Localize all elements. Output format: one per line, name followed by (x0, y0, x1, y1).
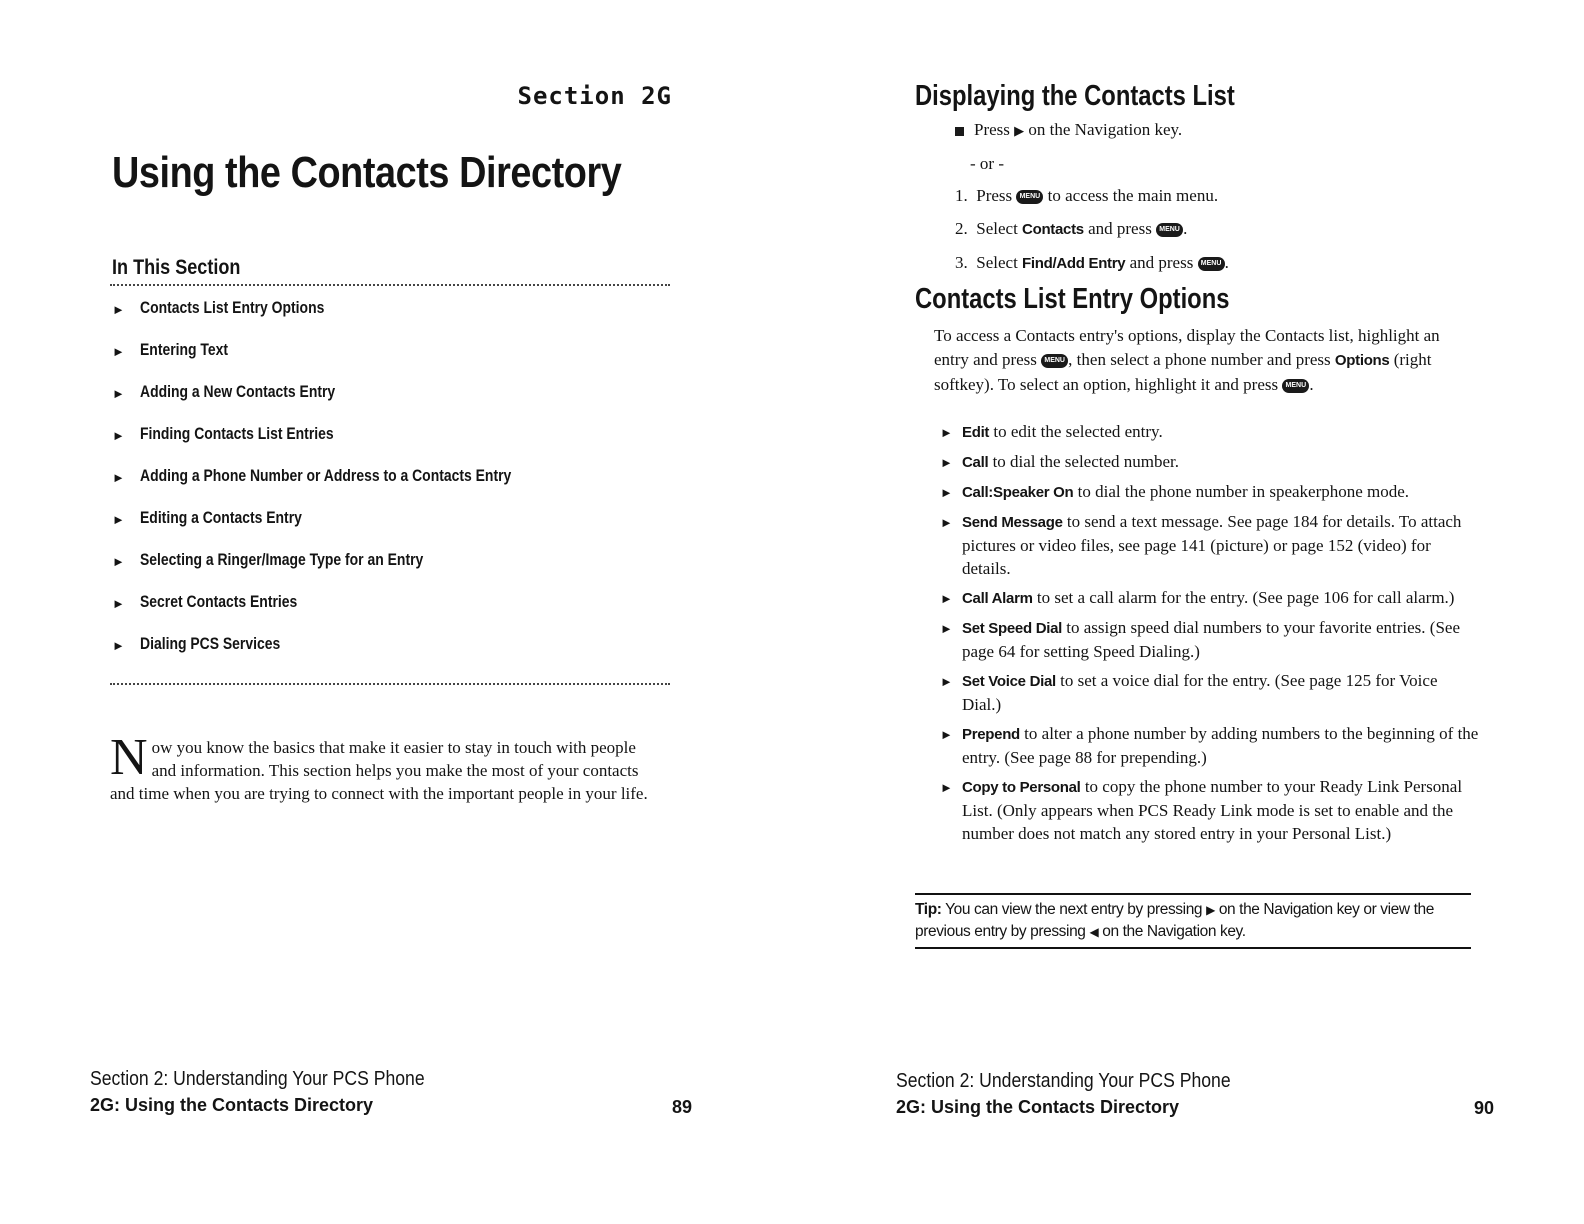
toc-item-label: Dialing PCS Services (140, 634, 281, 653)
option-edit: ► Edit to edit the selected entry. (940, 420, 1480, 444)
toc-item-label: Contacts List Entry Options (140, 298, 325, 317)
drop-cap: N (110, 729, 148, 786)
toc-item[interactable] (112, 466, 593, 508)
menu-ok-key-icon: MENU (1282, 379, 1309, 393)
bullet-arrow-icon: ► (112, 428, 125, 443)
option-call: ► Call to dial the selected number. (940, 450, 1480, 474)
step-3: 3. Select Find/Add Entry and press MENU . (955, 253, 1229, 272)
footer-chapter: 2G: Using the Contacts Directory (896, 1097, 1180, 1117)
or-separator: - or - (970, 154, 1004, 173)
toc-item[interactable] (112, 298, 593, 340)
menu-ok-key-icon: MENU (1156, 223, 1183, 237)
bullet-arrow-icon: ► (940, 425, 953, 440)
tip-box (915, 893, 1471, 949)
menu-ok-key-icon: MENU (1016, 190, 1043, 204)
heading-entry-options: Contacts List Entry Options (915, 283, 1230, 315)
toc-item-label: Selecting a Ringer/Image Type for an Entry (140, 550, 424, 569)
right-page (790, 0, 1584, 1224)
bullet-arrow-icon: ► (940, 727, 953, 742)
chapter-title: Using the Contacts Directory (112, 148, 622, 197)
bullet-arrow-icon: ► (112, 554, 125, 569)
menu-ok-key-icon: MENU (1041, 354, 1068, 368)
intro-paragraph (110, 729, 655, 805)
bullet-arrow-icon: ► (940, 674, 953, 689)
toc-item-label: Editing a Contacts Entry (140, 508, 302, 527)
bullet-arrow-icon: ► (940, 621, 953, 636)
bullet-arrow-icon: ► (112, 302, 125, 317)
footer-section: Section 2: Understanding Your PCS Phone (90, 1068, 425, 1090)
bullet-arrow-icon: ► (940, 515, 953, 530)
toc-list (112, 298, 593, 676)
heading-displaying-contacts: Displaying the Contacts List (915, 80, 1235, 112)
step-2: 2. Select Contacts and press MENU . (955, 219, 1188, 238)
square-bullet-icon (955, 127, 964, 136)
press-nav-bullet: Press ▶ on the Navigation key. (955, 120, 1182, 140)
toc-item[interactable] (112, 382, 593, 424)
option-copy-to-personal: ► Copy to Personal to copy the phone number to your Ready Link Personal List. (Only appears when PCS Ready Link mode is set to enable and the number does not match any stored entry in your Personal List.) (940, 777, 1463, 843)
option-call-alarm: ► Call Alarm to set a call alarm for the entry. (See page 106 for call alarm.) (940, 586, 1480, 610)
left-page (0, 0, 790, 1224)
bullet-arrow-icon: ► (940, 485, 953, 500)
toc-item-label: Secret Contacts Entries (140, 592, 298, 611)
option-set-speed-dial: ► Set Speed Dial to assign speed dial numbers to your favorite entries. (See page 64 for setting Speed Dialing.) (940, 618, 1460, 661)
option-send-message: ► Send Message to send a text message. See page 184 for details. To attach pictures or video files, see page 141 (picture) or page 152 (video) for details. (940, 512, 1462, 578)
toc-item[interactable] (112, 508, 593, 550)
right-arrow-icon: ▶ (1206, 903, 1215, 917)
toc-item[interactable] (112, 340, 593, 382)
bullet-arrow-icon: ► (112, 386, 125, 401)
toc-item-label: Finding Contacts List Entries (140, 424, 334, 443)
page-number: 90 (1474, 1098, 1495, 1118)
divider-top (110, 284, 670, 286)
toc-item[interactable] (112, 634, 593, 676)
menu-ok-key-icon: MENU (1198, 257, 1225, 271)
bullet-arrow-icon: ► (940, 591, 953, 606)
toc-item[interactable] (112, 550, 593, 592)
toc-item-label: Adding a Phone Number or Address to a Contacts Entry (140, 466, 512, 485)
option-prepend: ► Prepend to alter a phone number by adding numbers to the beginning of the entry. (See page 88 for prepending.) (940, 724, 1479, 767)
step-1: 1. Press MENU to access the main menu. (955, 186, 1219, 205)
right-arrow-icon: ▶ (1014, 123, 1025, 138)
toc-item[interactable] (112, 592, 593, 634)
bullet-arrow-icon: ► (940, 455, 953, 470)
option-call-speaker: ► Call:Speaker On to dial the phone number in speakerphone mode. (940, 480, 1480, 504)
divider-bottom (110, 683, 670, 685)
bullet-arrow-icon: ► (940, 780, 953, 795)
intro-text: ow you know the basics that make it easier to stay in touch with people and information. This section helps you make the most of your contacts and time when you are trying to connect with the important people in your life. (110, 738, 648, 803)
footer-chapter: 2G: Using the Contacts Directory (90, 1095, 374, 1115)
toc-item[interactable] (112, 424, 593, 466)
footer-section: Section 2: Understanding Your PCS Phone (896, 1070, 1231, 1092)
bullet-arrow-icon: ► (112, 596, 125, 611)
toc-item-label: Entering Text (140, 340, 229, 359)
options-intro: To access a Contacts entry's options, display the Contacts list, highlight an entry and press MENU , then select a phone number and press Options (right softkey). To select an option, highlight it and press MENU . (934, 326, 1440, 394)
bullet-arrow-icon: ► (112, 512, 125, 527)
entry-options-list (940, 420, 1480, 851)
bullet-arrow-icon: ► (112, 470, 125, 485)
in-this-section-heading: In This Section (112, 256, 241, 279)
bullet-arrow-icon: ► (112, 344, 125, 359)
option-set-voice-dial: ► Set Voice Dial to set a voice dial for the entry. (See page 125 for Voice Dial.) (940, 671, 1438, 714)
page-number: 89 (672, 1097, 693, 1117)
section-label: Section 2G (517, 82, 672, 110)
tip-text: Tip: You can view the next entry by pressing ▶ on the Navigation key or view the previous entry by pressing ◀ on the Navigation key. (915, 901, 1434, 940)
toc-item-label: Adding a New Contacts Entry (140, 382, 336, 401)
left-arrow-icon: ◀ (1089, 925, 1099, 939)
bullet-arrow-icon: ► (112, 638, 125, 653)
